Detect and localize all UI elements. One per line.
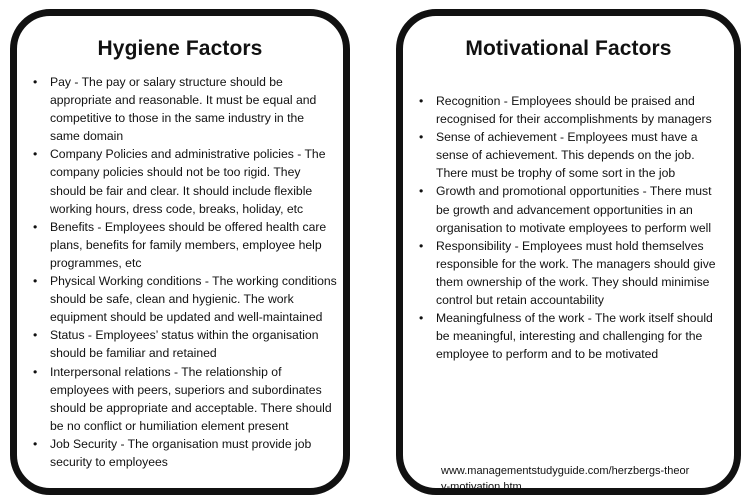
list-item bbox=[31, 145, 337, 217]
list-item bbox=[31, 73, 337, 145]
bullet-icon: • bbox=[419, 311, 424, 326]
source-url: www.managementstudyguide.com/herzbergs-theory-motivation.htm bbox=[441, 465, 690, 493]
list-item-text: Company Policies and administrative policies - The company policies should not be too rigid. They should be fair and clear. It should include flexible working hours, dress code, breaks, holiday, etc bbox=[50, 147, 326, 216]
list-item bbox=[417, 182, 728, 236]
bullet-icon: • bbox=[33, 75, 38, 89]
bullet-icon: • bbox=[33, 274, 38, 289]
list-item-text: Responsibility - Employees must hold themselves responsible for the work. The managers should give them ownership of the work. They should minimise control but retain accountability bbox=[436, 238, 716, 308]
list-item-text: Pay - The pay or salary structure should be appropriate and reasonable. It must be equal and competitive to those in the same industry in the same domain bbox=[50, 75, 317, 144]
bullet-icon: • bbox=[419, 130, 424, 145]
list-item bbox=[31, 435, 337, 471]
list-item-text: Physical Working conditions - The working conditions should be safe, clean and hygienic. The work equipment should be updated and well-maintained bbox=[50, 274, 337, 325]
list-item bbox=[31, 218, 337, 272]
list-item bbox=[31, 326, 337, 362]
list-item bbox=[417, 309, 728, 363]
bullet-icon: • bbox=[33, 364, 38, 379]
bullet-icon: • bbox=[33, 436, 38, 451]
list-item-text: Recognition - Employees should be praised and recognised for their accomplishments by managers bbox=[436, 94, 712, 127]
list-item-text: Growth and promotional opportunities - There must be growth and advancement opportunities in an organisation to motivate employees to perform well bbox=[436, 184, 712, 235]
motivational-factors-title: Motivational Factors bbox=[465, 37, 672, 60]
hygiene-factors-title: Hygiene Factors bbox=[97, 37, 263, 60]
list-item-text: Meaningfulness of the work - The work itself should be meaningful, interesting and challenging for the employee to perform and to be motivated bbox=[436, 311, 713, 362]
list-item-text: Interpersonal relations - The relationship of employees with peers, superiors and subordinates should be appropriate and acceptable. There should be no conflict or humiliation element present bbox=[50, 364, 332, 433]
bullet-icon: • bbox=[33, 328, 38, 343]
hygiene-factors-list bbox=[31, 73, 337, 471]
list-item bbox=[31, 363, 337, 435]
bullet-icon: • bbox=[419, 184, 424, 199]
motivational-factors-card bbox=[396, 9, 741, 495]
bullet-icon: • bbox=[33, 147, 38, 162]
list-item-text: Benefits - Employees should be offered health care plans, benefits for family members, employee help programmes, etc bbox=[50, 219, 327, 270]
list-item bbox=[417, 237, 728, 309]
bullet-icon: • bbox=[419, 94, 424, 108]
bullet-icon: • bbox=[419, 238, 424, 253]
bullet-icon: • bbox=[33, 219, 38, 234]
list-item-text: Job Security - The organisation must provide job security to employees bbox=[50, 436, 312, 469]
list-item-text: Status - Employees’ status within the organisation should be familiar and retained bbox=[50, 328, 319, 361]
hygiene-factors-card bbox=[10, 9, 350, 495]
list-item bbox=[417, 92, 728, 128]
list-item bbox=[31, 272, 337, 326]
list-item-text: Sense of achievement - Employees must have a sense of achievement. This depends on the job. There must be trophy of some sort in the job bbox=[436, 130, 698, 181]
motivational-factors-list bbox=[417, 92, 728, 363]
list-item bbox=[417, 128, 728, 182]
